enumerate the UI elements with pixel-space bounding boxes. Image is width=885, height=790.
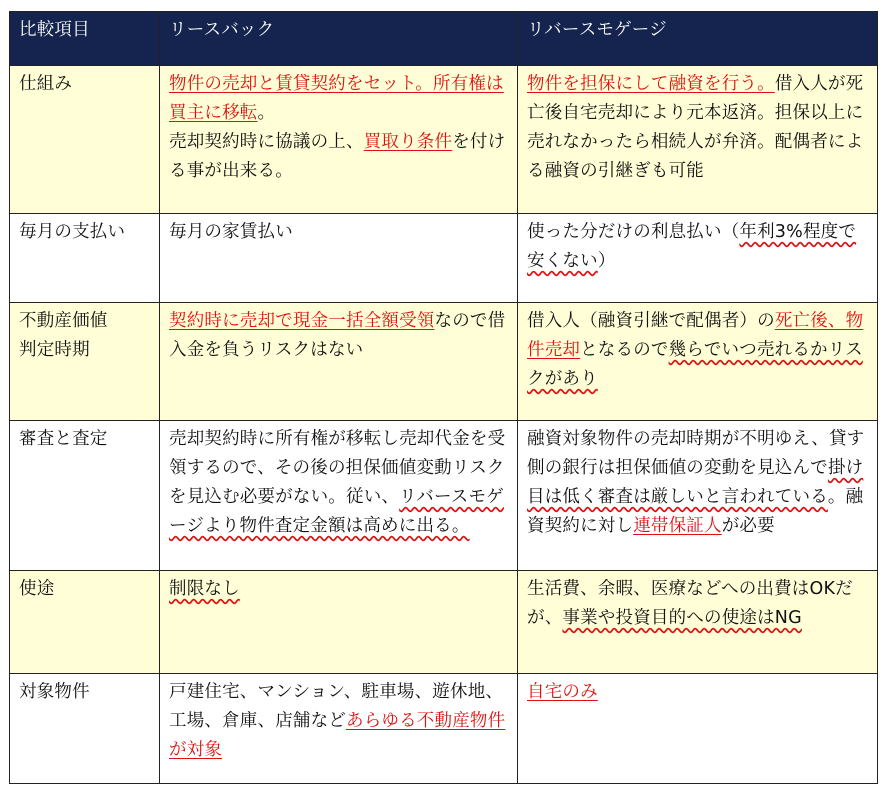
cell-text: 毎月の家賃払い bbox=[169, 222, 293, 242]
emphasis-text: 自宅のみ bbox=[527, 682, 598, 702]
row-label: 使途 bbox=[10, 571, 160, 674]
underlined-text: 事業や投資目的への使途はNG bbox=[562, 608, 802, 628]
emphasis-text: 物件の売却と賃貸契約をセット。所有権は買主に移転 bbox=[169, 74, 504, 123]
comparison-table bbox=[9, 11, 878, 784]
underlined-text: 年利3%程度で安くない bbox=[527, 222, 857, 271]
header-leaseback: リースバック bbox=[160, 12, 518, 66]
cell-text: 。 bbox=[257, 103, 276, 123]
emphasis-text: 契約時に売却で現金一括全額受領 bbox=[169, 311, 435, 331]
cell-text: 使った分だけの利息払い（ bbox=[527, 222, 740, 242]
emphasis-text: 連帯保証人 bbox=[633, 516, 722, 536]
reverse-mortgage-cell bbox=[518, 214, 878, 303]
leaseback-cell bbox=[160, 66, 518, 214]
cell-text: を付ける事が出来る。 bbox=[169, 132, 506, 181]
cell-text: となるので bbox=[580, 340, 669, 360]
cell-text: 。融資契約に対し bbox=[527, 487, 864, 536]
row-mechanism bbox=[10, 66, 878, 214]
emphasis-text: 物件を担保にして融資を行う。 bbox=[527, 74, 775, 94]
emphasis-text: あらゆる不動産物件が対象 bbox=[169, 711, 506, 760]
header-comparison-item: 比較項目 bbox=[10, 12, 160, 66]
row-label: 毎月の支払い bbox=[10, 214, 160, 303]
cell-text: 生活費、余暇、医療などへの出費はOKだが、 bbox=[527, 579, 853, 628]
cell-text: 借入人が死亡後自宅売却により元本返済。担保以上に売れなかったら相続人が弁済。配偶者による融資の引継ぎも可能 bbox=[527, 74, 864, 181]
row-label: 不動産価値 判定時期 bbox=[10, 303, 160, 421]
underlined-text: 制限なし bbox=[169, 579, 240, 599]
cell-text: 戸建住宅、マンション、駐車場、遊休地、工場、倉庫、店舗など bbox=[169, 682, 504, 731]
cell-text: なので借入金を負うリスクはない bbox=[169, 311, 506, 360]
table-header-row bbox=[10, 12, 878, 66]
reverse-mortgage-cell bbox=[518, 303, 878, 421]
row-usage bbox=[10, 571, 878, 674]
emphasis-text: 死亡後、物件売却 bbox=[527, 311, 864, 360]
reverse-mortgage-cell bbox=[518, 674, 878, 784]
cell-text: 借入人（融資引継で配偶者）の bbox=[527, 311, 775, 331]
cell-text: 売却契約時に協議の上、 bbox=[169, 132, 364, 152]
row-monthly-payment bbox=[10, 214, 878, 303]
leaseback-cell bbox=[160, 303, 518, 421]
reverse-mortgage-cell bbox=[518, 571, 878, 674]
cell-text: が必要 bbox=[721, 516, 775, 536]
leaseback-cell bbox=[160, 214, 518, 303]
leaseback-cell bbox=[160, 571, 518, 674]
underlined-text: 幾らでいつ売れるかリスクがあり bbox=[527, 340, 863, 389]
row-target-property bbox=[10, 674, 878, 784]
reverse-mortgage-cell bbox=[518, 421, 878, 571]
row-screening bbox=[10, 421, 878, 571]
cell-text: ） bbox=[597, 251, 616, 271]
leaseback-cell bbox=[160, 421, 518, 571]
row-label: 対象物件 bbox=[10, 674, 160, 784]
leaseback-cell bbox=[160, 674, 518, 784]
header-reverse-mortgage: リバースモゲージ bbox=[518, 12, 878, 66]
row-label: 仕組み bbox=[10, 66, 160, 214]
reverse-mortgage-cell bbox=[518, 66, 878, 214]
cell-text: 融資対象物件の売却時期が不明ゆえ、貸す側の銀行は担保価値の変動を見込んで bbox=[527, 429, 865, 478]
row-label: 審査と査定 bbox=[10, 421, 160, 571]
underlined-text: リバースモゲージより物件査定金額は高めに出る。 bbox=[169, 487, 504, 536]
cell-text: 売却契約時に所有権が移転し売却代金を受領するので、その後の担保価値変動リスクを見込む必要がない。従い、 bbox=[169, 429, 506, 507]
underlined-text: 掛け目は低く審査は厳しいと言われている bbox=[527, 458, 864, 507]
emphasis-text: 買取り条件 bbox=[363, 132, 453, 152]
row-valuation-timing bbox=[10, 303, 878, 421]
